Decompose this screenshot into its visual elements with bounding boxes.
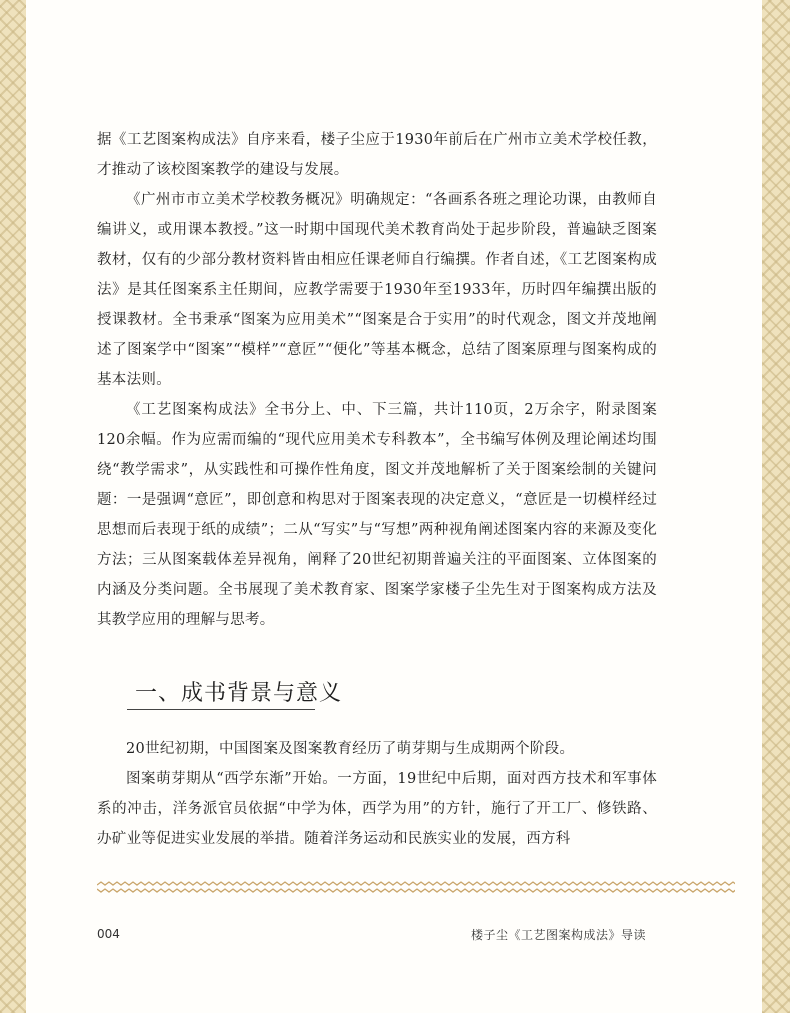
paragraph-2: 《广州市市立美术学校教务概况》明确规定：“各画系各班之理论功课，由教师自编讲义，或用课本教授。”这一时期中国现代美术教育尚处于起步阶段，普遍缺乏图案教材，仅有的少部分教材资料皆由相应任课老师自行编撰。作者自述，《工艺图案构成法》是其任图案系主任期间，应教学需要于1930年至1933年，历时四年编撰出版的授课教材。全书秉承“图案为应用美术”“图案是合于实用”的时代观念，图文并茂地阐述了图案学中“图案”“模样”“意匠”“便化”等基本概念，总结了图案原理与图案构成的基本法则。	[97, 192, 657, 388]
paragraph-5: 图案萌芽期从“西学东渐”开始。一方面，19世纪中后期，面对西方技术和军事体系的冲击，洋务派官员依据“中学为体，西学为用”的方针，施行了开工厂、修铁路、办矿业等促进实业发展的举措。随着洋务运动和民族实业的发展，西方科	[97, 771, 657, 847]
running-head: 楼子尘《工艺图案构成法》导读	[470, 928, 646, 942]
body-text-bottom	[97, 734, 657, 854]
paragraph-1: 据《工艺图案构成法》自序来看，楼子尘应于1930年前后在广州市立美术学校任教，才推动了该校图案教学的建设与发展。	[97, 132, 657, 178]
body-text-top	[97, 125, 657, 635]
decorative-wave-divider	[97, 880, 735, 894]
decorative-border-left	[0, 0, 26, 1013]
heading-underline	[127, 709, 315, 710]
paragraph-3: 《工艺图案构成法》全书分上、中、下三篇，共计110页，2万余字，附录图案120余幅。作为应需而编的“现代应用美术专科教本”，全书编写体例及理论阐述均围绕“教学需求”，从实践性和可操作性角度，图文并茂地解析了关于图案绘制的关键问题：一是强调“意匠”，即创意和构思对于图案表现的决定意义，“意匠是一切模样经过思想而后表现于纸的成绩”；二从“写实”与“写想”两种视角阐述图案内容的来源及变化方法；三从图案载体差异视角，阐释了20世纪初期普遍关注的平面图案、立体图案的内涵及分类问题。全书展现了美术教育家、图案学家楼子尘先生对于图案构成方法及其教学应用的理解与思考。	[97, 402, 657, 628]
section-heading: 一、成书背景与意义	[135, 681, 343, 706]
paragraph-4: 20世纪初期，中国图案及图案教育经历了萌芽期与生成期两个阶段。	[126, 741, 575, 757]
page-number: 004	[97, 927, 120, 941]
decorative-border-right	[762, 0, 790, 1013]
